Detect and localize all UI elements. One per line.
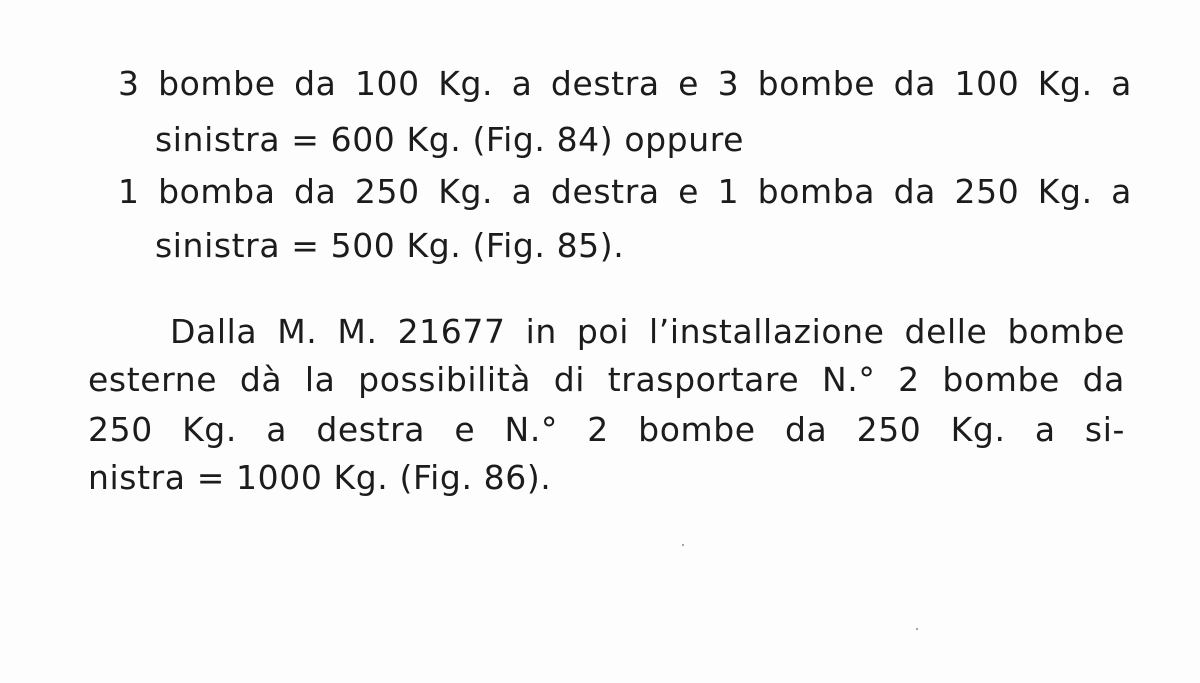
list-item-1-line-1: 3 bombe da 100 Kg. a destra e 3 bombe da 100 Kg. a <box>118 64 1132 103</box>
paragraph-line-1: Dalla M. M. 21677 in poi l’installazione delle bombe <box>170 312 1125 351</box>
scan-speck <box>682 544 684 546</box>
paragraph-line-3: 250 Kg. a destra e N.° 2 bombe da 250 Kg. a si- <box>88 410 1125 449</box>
paragraph-line-4: nistra = 1000 Kg. (Fig. 86). <box>88 458 552 497</box>
paragraph-line-2: esterne dà la possibilità di trasportare N.° 2 bombe da <box>88 360 1125 399</box>
scan-speck <box>916 628 918 630</box>
list-item-2-line-1: 1 bomba da 250 Kg. a destra e 1 bomba da 250 Kg. a <box>118 172 1132 211</box>
list-item-1-line-2: sinistra = 600 Kg. (Fig. 84) oppure <box>155 120 745 159</box>
list-item-2-line-2: sinistra = 500 Kg. (Fig. 85). <box>155 226 625 265</box>
